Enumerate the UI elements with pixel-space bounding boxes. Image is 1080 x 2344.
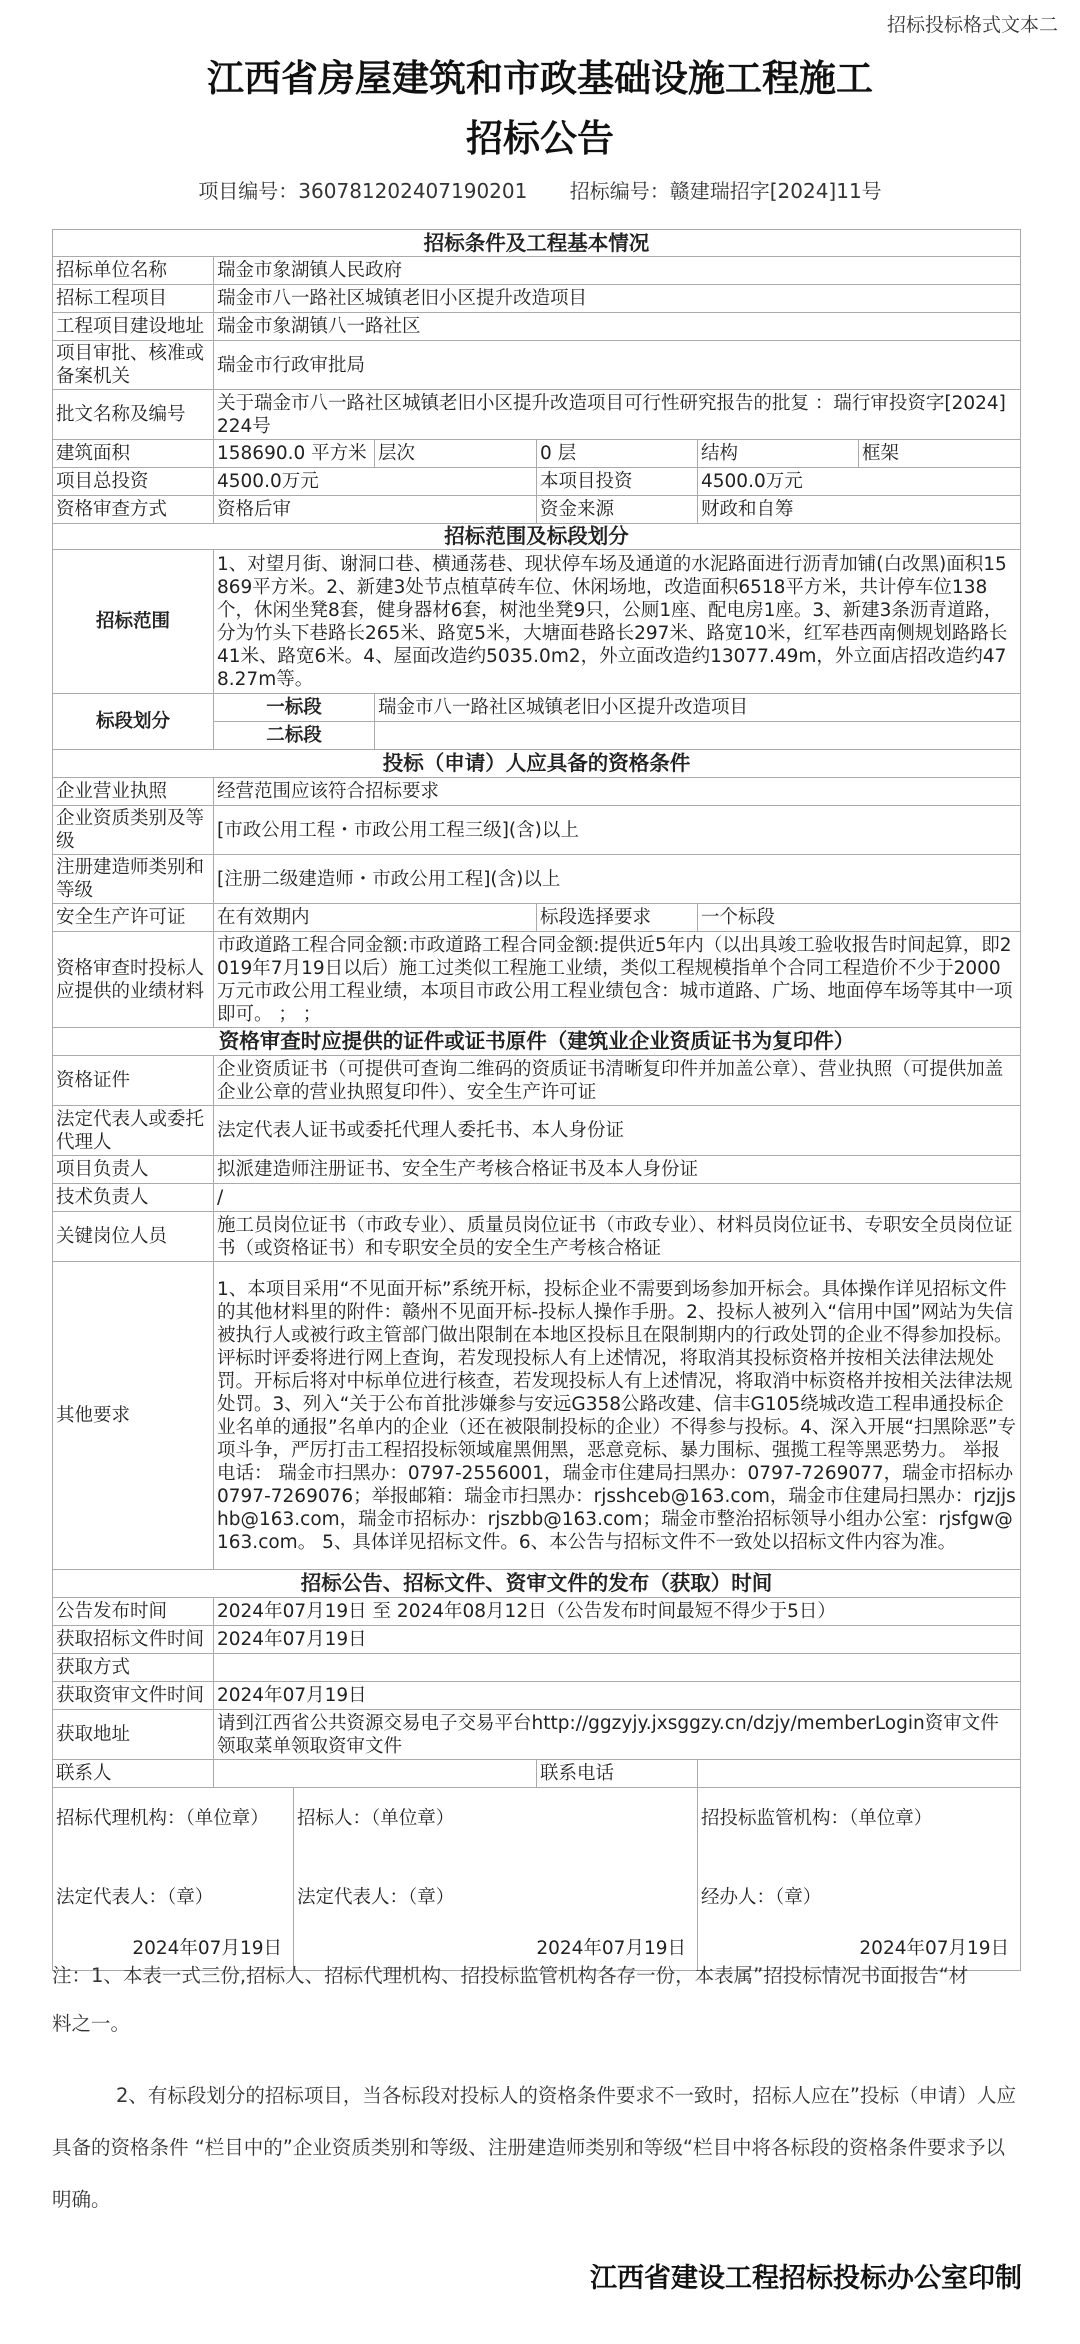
row-label: 技术负责人: [53, 1184, 214, 1212]
project-value: 瑞金市八一路社区城镇老旧小区提升改造项目: [214, 285, 1021, 313]
notice-time-value: 2024年07月19日 至 2024年08月12日（公告发布时间最短不得少于5日）: [214, 1598, 1021, 1626]
address-link-value: 请到江西省公共资源交易电子交易平台http://ggzyjy.jxsggzy.cn/dzjy/memberLogin资审文件领取菜单领取资审文件: [214, 1710, 1021, 1760]
agency-date: 2024年07月19日: [132, 1937, 282, 1959]
cert-value: 企业资质证书（可提供可查询二维码的资质证书清晰复印件并加盖公章）、营业执照（可提供加盖企业公章的营业执照复印件）、安全生产许可证: [214, 1056, 1021, 1106]
section-scope: 招标范围及标段划分: [53, 524, 1021, 550]
row-label: 企业营业执照: [53, 778, 214, 806]
row-label: 工程项目建设地址: [53, 313, 214, 341]
method-value: [214, 1654, 1021, 1682]
supervisor-signature-block: [698, 1788, 1021, 1971]
builder-value: [注册二级建造师・市政公用工程](含)以上: [214, 855, 1021, 904]
row-label: 项目审批、核准或备案机关: [53, 341, 214, 390]
tender-table: [52, 229, 1021, 1971]
row-label: 资格审查时投标人应提供的业绩材料: [53, 932, 214, 1028]
structure-value: 框架: [859, 440, 1021, 468]
document-subtitle: 招标公告: [466, 117, 614, 160]
floors-value: 0 层: [537, 440, 698, 468]
key-staff-value: 施工员岗位证书（市政专业）、质量员岗位证书（市政专业）、材料员岗位证书、专职安全员岗位证书（或资格证书）和专职安全员的安全生产考核合格证: [214, 1212, 1021, 1262]
agency-rep-label: 法定代表人：（章）: [56, 1886, 214, 1908]
lot2-label: 二标段: [214, 722, 375, 750]
note-2: 2、有标段划分的招标项目，当各标段对投标人的资格条件要求不一致时，招标人应在”投标（申请）人应具备的资格条件 “栏目中的”企业资质类别和等级、注册建造师类别和等级“栏目中将各标段的资格条件要求予以明确。: [52, 2084, 1017, 2211]
note-1-continued: 料之一。: [52, 2012, 131, 2035]
get-pre-time-value: 2024年07月19日: [214, 1682, 1021, 1710]
row-label: 安全生产许可证: [53, 904, 214, 932]
lot1-label: 一标段: [214, 694, 375, 722]
row-label: 注册建造师类别和等级: [53, 855, 214, 904]
row-label: 项目负责人: [53, 1156, 214, 1184]
legal-value: 法定代表人证书或委托代理人委托书、本人身份证: [214, 1106, 1021, 1156]
document-title: 江西省房屋建筑和市政基础设施工程施工: [207, 57, 873, 100]
supervisor-seal-label: 招投标监管机构：（单位章）: [701, 1807, 933, 1829]
row-label: 联系人: [53, 1760, 214, 1788]
approval-value: 关于瑞金市八一路社区城镇老旧小区提升改造项目可行性研究报告的批复 ：瑞行审投资字[2024]224号: [214, 390, 1021, 440]
row-label: 标段选择要求: [537, 904, 698, 932]
row-label: 建筑面积: [53, 440, 214, 468]
row-label: 招标单位名称: [53, 257, 214, 285]
tenderer-rep-label: 法定代表人：（章）: [297, 1886, 455, 1908]
other-requirements-value: 1、本项目采用“不见面开标”系统开标，投标企业不需要到场参加开标会。具体操作详见招标文件的其他材料里的附件：赣州不见面开标-投标人操作手册。2、投标人被列入“信用中国”网站为失信被执行人或被行政主管部门做出限制在本地区投标且在限制期内的行政处罚的企业不得参加投标。评标时评委将进行网上查询，若发现投标人有上述情况，将取消其投标资格并按相关法律法规处罚。开标后将对中标单位进行核查，若发现投标人有上述情况，将取消中标资格并按相关法律法规处罚。3、列入“关于公布首批涉嫌参与安远G358公路改建、信丰G105绕城改造工程串通投标企业名单的通报”名单内的企业（还在被限制投标的企业）不得参与投标。4、深入开展“扫黑除恶”专项斗争，严厉打击工程招投标领域雇黑佣黑，恶意竞标、暴力围标、强揽工程等黑恶势力。 举报电话： 瑞金市扫黑办：0797-2556001，瑞金市住建局扫黑办：0797-7269077，瑞金市招标办0797-7269076；举报邮箱：瑞金市扫黑办：rjsshceb@163.com，瑞金市住建局扫黑办：rjzjjshb@163.com，瑞金市招标办：rjszbb@163.com；瑞金市整治招标领导小组办公室：rjsfgw@163.com。 5、具体详见招标文件。6、本公告与招标文件不一致处以招标文件内容为准。: [214, 1262, 1021, 1570]
row-label: 获取方式: [53, 1654, 214, 1682]
fund-source-value: 财政和自筹: [698, 496, 1021, 524]
section-qualification: 投标（申请）人应具备的资格条件: [53, 750, 1021, 778]
row-label: 本项目投资: [537, 468, 698, 496]
row-label: 资格证件: [53, 1056, 214, 1106]
row-label: 关键岗位人员: [53, 1212, 214, 1262]
lots-label: 标段划分: [53, 694, 214, 750]
row-label: 法定代表人或委托代理人: [53, 1106, 214, 1156]
row-label: 批文名称及编号: [53, 390, 214, 440]
row-label: 企业资质类别及等级: [53, 806, 214, 855]
row-label: 结构: [698, 440, 859, 468]
office-imprint: 江西省建设工程招标投标办公室印制: [590, 2263, 1022, 2294]
phone-value: [698, 1760, 1021, 1788]
tenderer-signature-block: [294, 1788, 698, 1971]
section-basic: 招标条件及工程基本情况: [53, 230, 1021, 257]
address-value: 瑞金市象湖镇八一路社区: [214, 313, 1021, 341]
section-release: 招标公告、招标文件、资审文件的发布（获取）时间: [53, 1570, 1021, 1598]
pm-value: 拟派建造师注册证书、安全生产考核合格证书及本人身份证: [214, 1156, 1021, 1184]
row-label: 其他要求: [53, 1262, 214, 1570]
lot-selection-value: 一个标段: [698, 904, 1021, 932]
get-doc-time-value: 2024年07月19日: [214, 1626, 1021, 1654]
tenderer-value: 瑞金市象湖镇人民政府: [214, 257, 1021, 285]
row-label: 联系电话: [537, 1760, 698, 1788]
grade-value: [市政公用工程・市政公用工程三级](含)以上: [214, 806, 1021, 855]
agency-seal-label: 招标代理机构：（单位章）: [56, 1807, 269, 1829]
scope-label: 招标范围: [53, 550, 214, 694]
agency-signature-block: [53, 1788, 294, 1971]
row-label: 公告发布时间: [53, 1598, 214, 1626]
supervisor-rep-label: 经办人：（章）: [701, 1886, 822, 1908]
supervisor-date: 2024年07月19日: [859, 1937, 1010, 1959]
contact-value: [214, 1760, 537, 1788]
license-value: 经营范围应该符合招标要求: [214, 778, 1021, 806]
row-label: 获取招标文件时间: [53, 1626, 214, 1654]
numbers-line: [0, 175, 1080, 204]
row-label: 获取资审文件时间: [53, 1682, 214, 1710]
row-label: 招标工程项目: [53, 285, 214, 313]
total-investment-value: 4500.0万元: [214, 468, 537, 496]
row-label: 项目总投资: [53, 468, 214, 496]
scope-text: 1、对望月街、谢洞口巷、横通荡巷、现状停车场及通道的水泥路面进行沥青加铺(白改黑)面积15869平方米。2、新建3处节点植草砖车位、休闲场地，改造面积6518平方米，共计停车位138个，休闲坐凳8套，健身器材6套，树池坐凳9只，公厕1座、配电房1座。3、新建3条沥青道路，分为竹头下巷路长265米、路宽5米，大塘面巷路长297米、路宽10米，红军巷西南侧规划路路长41米、路宽6米。4、屋面改造约5035.0m2，外立面改造约13077.49m，外立面店招改造约478.27m等。: [214, 550, 1021, 694]
performance-value: 市政道路工程合同金额:市政道路工程合同金额:提供近5年内（以出具竣工验收报告时间起算，即2019年7月19日以后）施工过类似工程施工业绩，类似工程规模指单个合同工程造价不少于2000万元市政公用工程业绩，本项目市政公用工程业绩包含：城市道路、广场、地面停车场等其中一项即可。 ； ；: [214, 932, 1021, 1028]
section-documents: 资格审查时应提供的证件或证书原件（建筑业企业资质证书为复印件）: [53, 1028, 1021, 1056]
row-label: 资金来源: [537, 496, 698, 524]
project-investment-value: 4500.0万元: [698, 468, 1021, 496]
format-tag: 招标投标格式文本二: [886, 14, 1058, 36]
row-label: 获取地址: [53, 1710, 214, 1760]
lot2-value: [375, 722, 1021, 750]
tech-value: /: [214, 1184, 1021, 1212]
note-1: 注：1、本表一式三份,招标人、招标代理机构、招投标监管机构各存一份，本表属”招投标情况书面报告“材: [52, 1964, 969, 1987]
lot1-value: 瑞金市八一路社区城镇老旧小区提升改造项目: [375, 694, 1021, 722]
tender-number: 招标编号：赣建瑞招字[2024]11号: [569, 179, 882, 203]
row-label: 层次: [375, 440, 537, 468]
review-method-value: 资格后审: [214, 496, 537, 524]
row-label: 资格审查方式: [53, 496, 214, 524]
tenderer-seal-label: 招标人：（单位章）: [297, 1807, 455, 1829]
approver-value: 瑞金市行政审批局: [214, 341, 1021, 390]
area-value: 158690.0 平方米: [214, 440, 375, 468]
project-number: 项目编号：36078120240719020​1: [198, 179, 528, 203]
tenderer-date: 2024年07月19日: [536, 1937, 686, 1959]
safety-value: 在有效期内: [214, 904, 537, 932]
